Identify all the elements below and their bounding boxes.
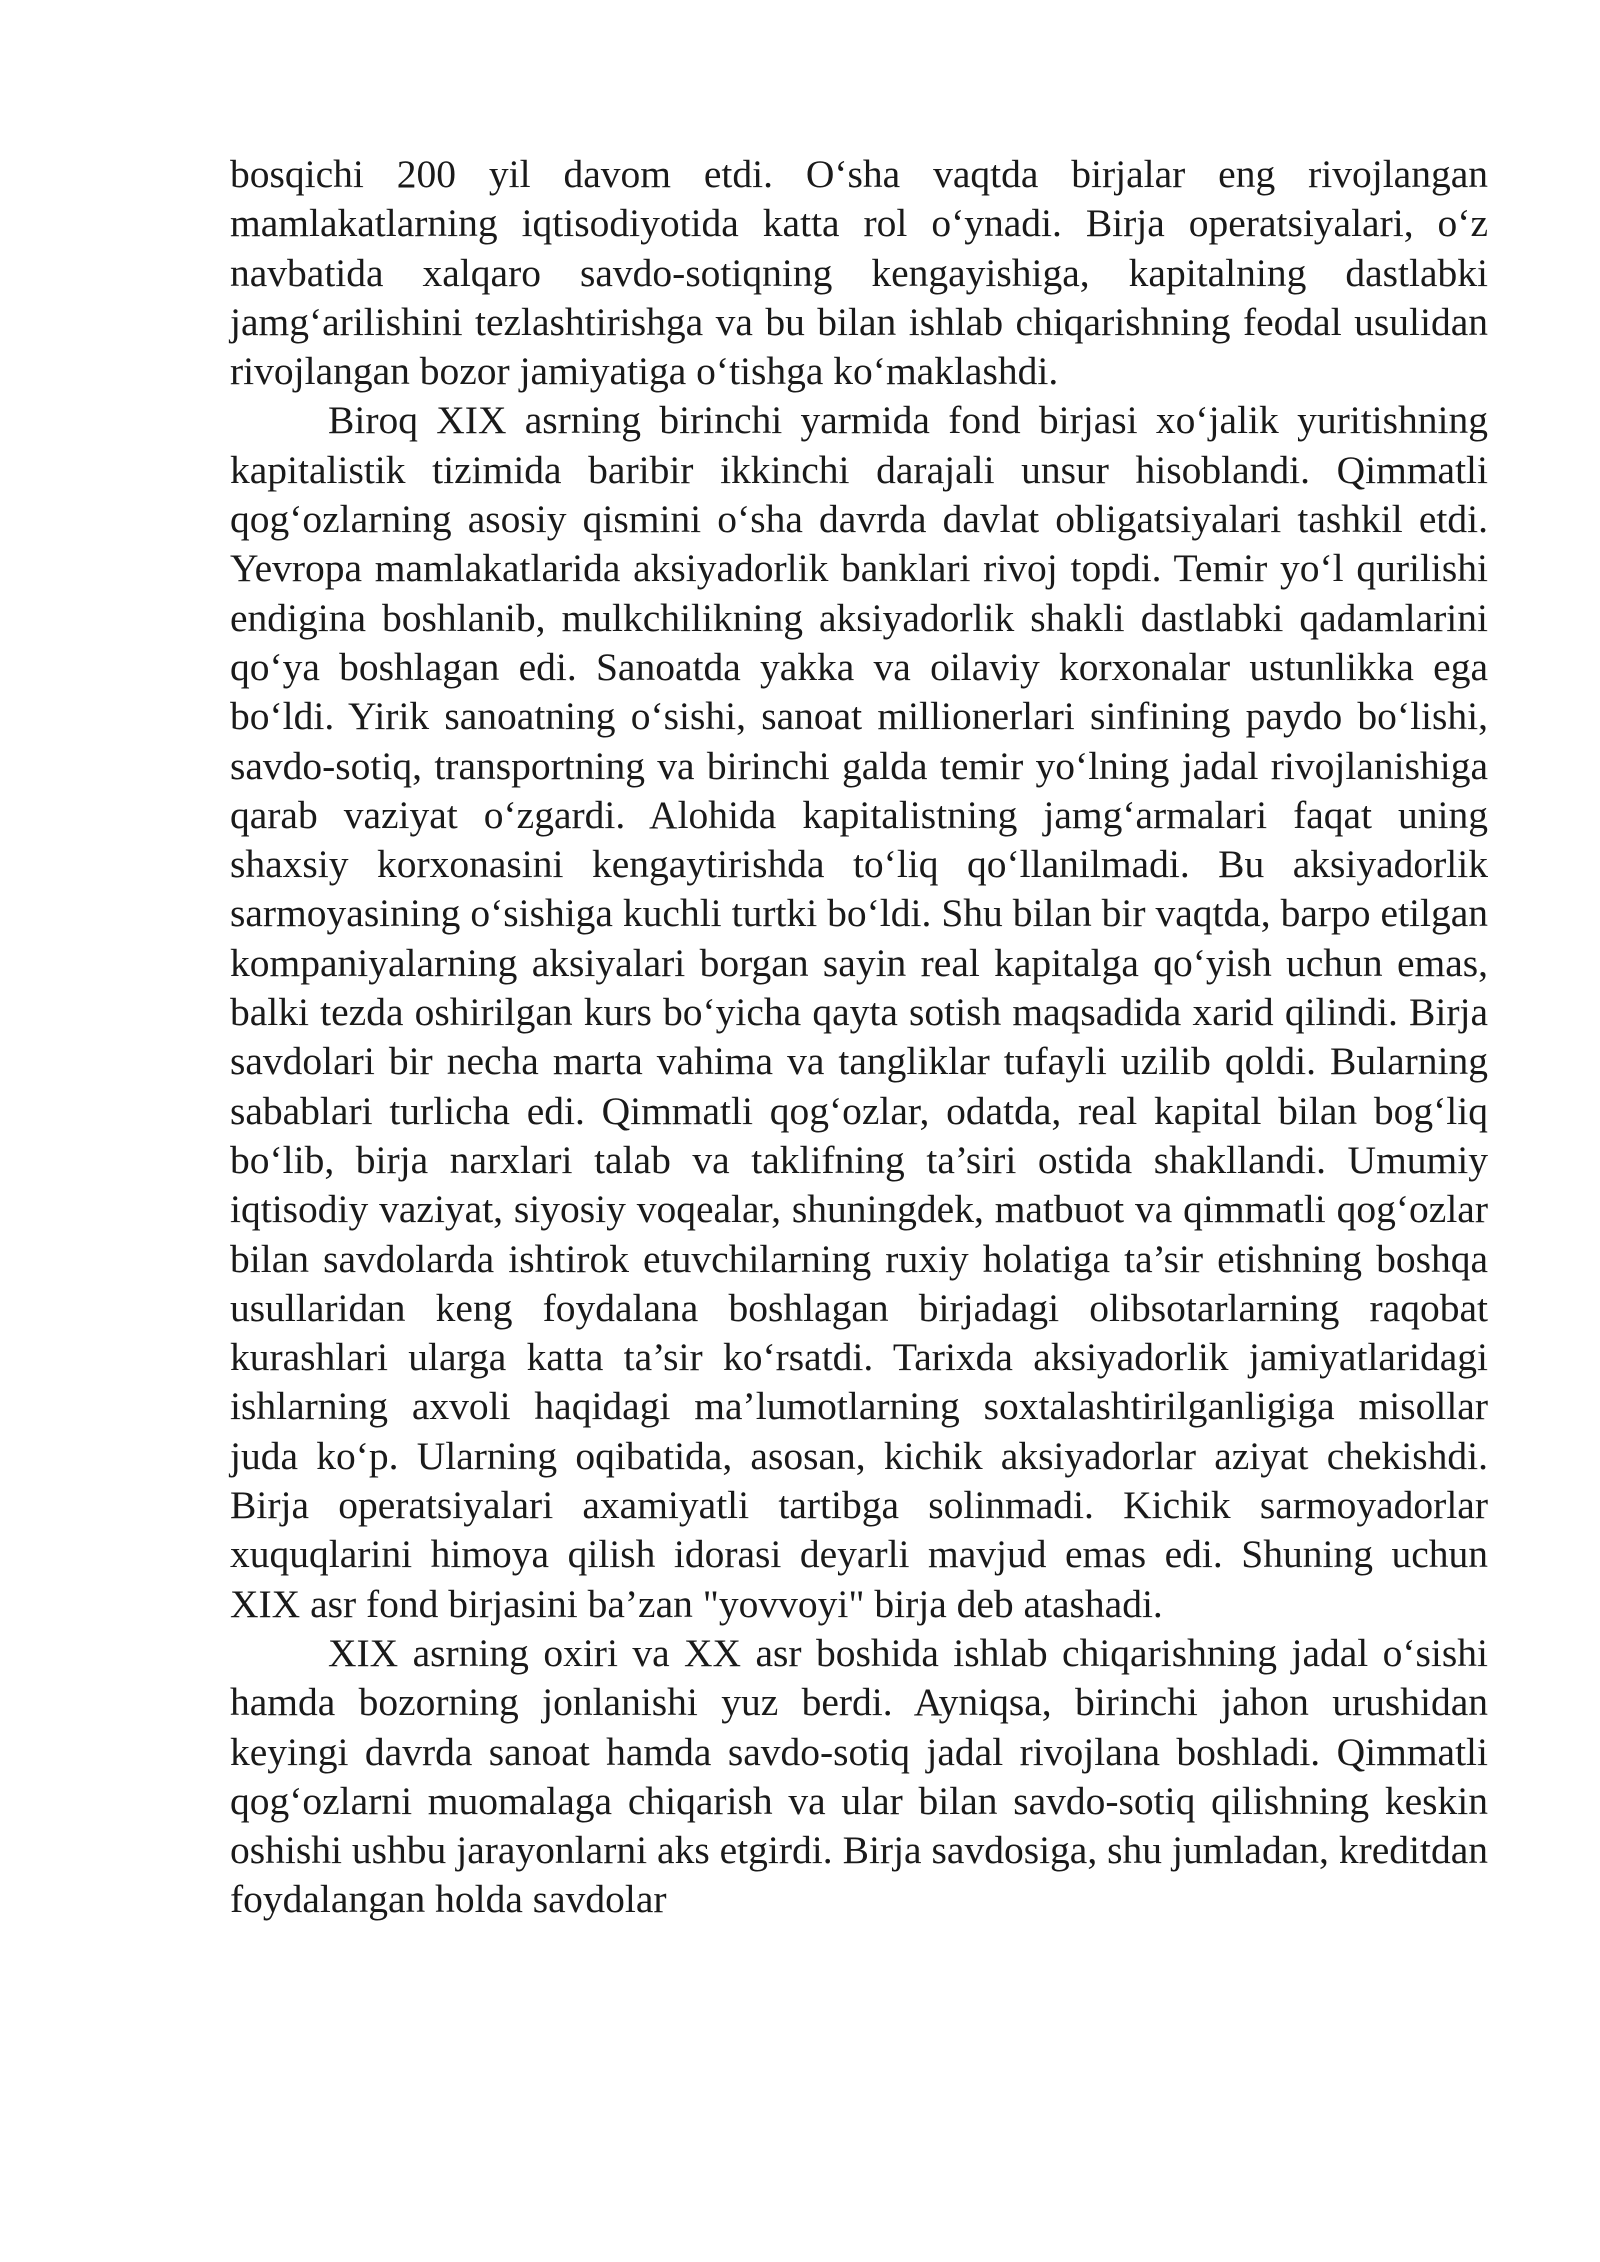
paragraph-1: bosqichi 200 yil davom etdi. O‘sha vaqtda birjalar eng rivojlangan mamlakatlarning iqtisodiyotida katta rol o‘ynadi. Birja operatsiyalari, o‘z navbatida xalqaro savdo-sotiqning kengayishiga, kapitalning dastlabki jamg‘arilishini tezlashtirishga va bu bilan ishlab chiqarishning feodal usulidan rivojlangan bozor jamiyatiga o‘tishga ko‘maklashdi. <box>230 152 1488 394</box>
document-page <box>230 150 1488 1925</box>
paragraph-3: XIX asrning oxiri va XX asr boshida ishlab chiqarishning jadal o‘sishi hamda bozorning jonlanishi yuz berdi. Ayniqsa, birinchi jahon urushidan keyingi davrda sanoat hamda savdo-sotiq jadal rivojlana boshladi. Qimmatli qog‘ozlarni muomalaga chiqarish va ular bilan savdo-sotiq qilishning keskin oshishi ushbu jarayonlarni aks etgirdi. Birja savdosiga, shu jumladan, kreditdan foydalangan holda savdolar <box>230 1630 1488 1922</box>
paragraph-2: Biroq XIX asrning birinchi yarmida fond birjasi xo‘jalik yuritishning kapitalistik tizimida baribir ikkinchi darajali unsur hisoblandi. Qimmatli qog‘ozlarning asosiy qismini o‘sha davrda davlat obligatsiyalari tashkil etdi. Yevropa mamlakatlarida aksiyadorlik banklari rivoj topdi. Temir yo‘l qurilishi endigina boshlanib, mulkchilikning aksiyadorlik shakli dastlabki qadamlarini qo‘ya boshlagan edi. Sanoatda yakka va oilaviy korxonalar ustunlikka ega bo‘ldi. Yirik sanoatning o‘sishi, sanoat millionerlari sinfining paydo bo‘lishi, savdo-sotiq, transportning va birinchi galda temir yo‘lning jadal rivojlanishiga qarab vaziyat o‘zgardi. Alohida kapitalistning jamg‘armalari faqat uning shaxsiy korxonasini kengaytirishda to‘liq qo‘llanilmadi. Bu aksiyadorlik sarmoyasining o‘sishiga kuchli turtki bo‘ldi. Shu bilan bir vaqtda, barpo etilgan kompaniyalarning aksiyalari borgan sayin real kapitalga qo‘yish uchun emas, balki tezda oshirilgan kurs bo‘yicha qayta sotish maqsadida xarid qilindi. Birja savdolari bir necha marta vahima va tangliklar tufayli uzilib qoldi. Bularning sabablari turlicha edi. Qimmatli qog‘ozlar, odatda, real kapital bilan bog‘liq bo‘lib, birja narxlari talab va taklifning ta’siri ostida shakllandi. Umumiy iqtisodiy vaziyat, siyosiy voqealar, shuningdek, matbuot va qimmatli qog‘ozlar bilan savdolarda ishtirok etuvchilarning ruxiy holatiga ta’sir etishning boshqa usullaridan keng foydalana boshlagan birjadagi olibsotarlarning raqobat kurashlari ularga katta ta’sir ko‘rsatdi. Tarixda aksiyadorlik jamiyatlaridagi ishlarning axvoli haqidagi ma’lumotlarning soxtalashtirilganligiga misollar juda ko‘p. Ularning oqibatida, asosan, kichik aksiyadorlar aziyat chekishdi. Birja operatsiyalari axamiyatli tartibga solinmadi. Kichik sarmoyadorlar xuquqlarini himoya qilish idorasi deyarli mavjud emas edi. Shuning uchun XIX asr fond birjasini ba’zan "yovvoyi" birja deb atashadi. <box>230 398 1488 1626</box>
